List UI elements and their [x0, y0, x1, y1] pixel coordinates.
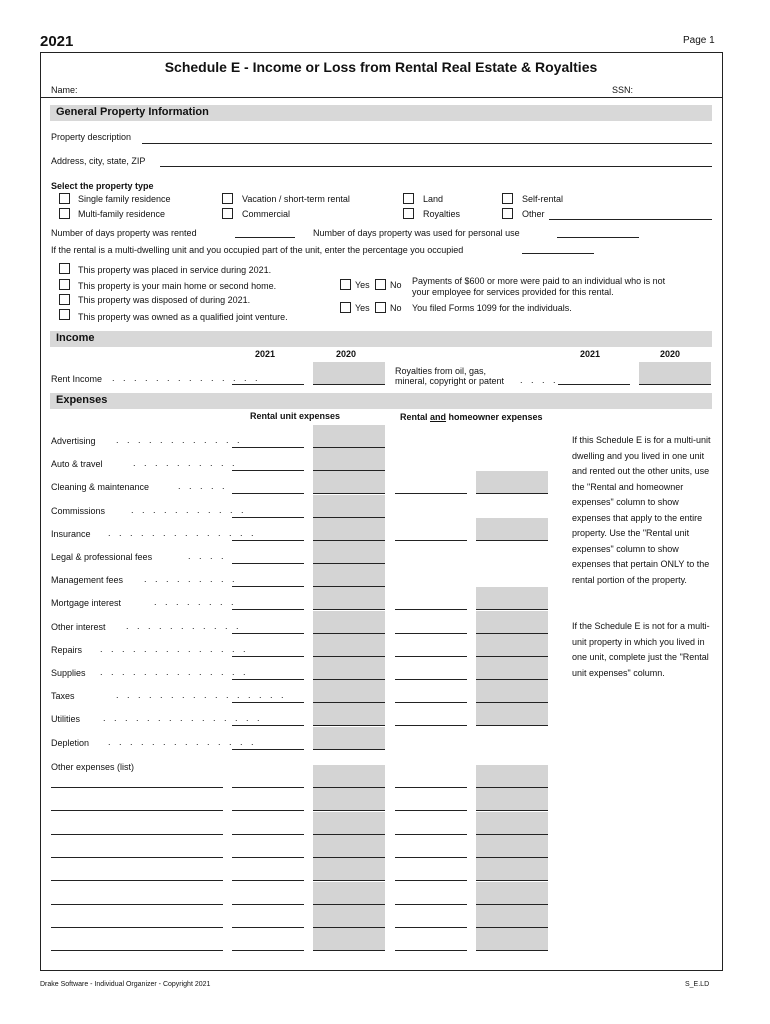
- single-family-checkbox[interactable]: [59, 193, 70, 204]
- other-expense-desc-field[interactable]: [51, 880, 223, 881]
- multi-family-label: Multi-family residence: [78, 209, 166, 219]
- expense-rental-unit-2020-field: [313, 634, 385, 657]
- expense-rental-unit-2021-field[interactable]: [232, 609, 304, 610]
- other-expense-homeowner-2020-field: [476, 788, 548, 811]
- expense-leader: . . . . . . . . . . . . . . .: [103, 713, 263, 723]
- ssn-label: SSN:: [612, 85, 634, 95]
- commercial-checkbox[interactable]: [222, 208, 233, 219]
- expense-homeowner-2020-field: [476, 587, 548, 610]
- income-section-title: Income: [56, 332, 95, 344]
- footer-form-code: S_E.LD: [685, 981, 710, 988]
- multi-unit-note: If this Schedule E is for a multi-unit dwelling and you lived in one unit and rented out the other units, use the "Rental and homeowner expenses" column to show expenses that apply to the entire property. Use the "Rental unit expenses" column to show expenses that pertain ONLY to the rental portion of the property.: [572, 435, 711, 585]
- expense-homeowner-2021-field[interactable]: [395, 540, 467, 541]
- self-rental-label: Self-rental: [522, 194, 564, 204]
- main-home-checkbox[interactable]: [59, 279, 70, 290]
- other-expense-rental-2021-field[interactable]: [232, 880, 304, 881]
- other-expense-rental-2020-field: [313, 788, 385, 811]
- expense-rental-unit-2020-field: [313, 518, 385, 541]
- payments-yes-checkbox[interactable]: [340, 279, 351, 290]
- other-expense-rental-2021-field[interactable]: [232, 927, 304, 928]
- expense-homeowner-2020-field: [476, 703, 548, 726]
- expense-label: Commissions: [51, 506, 106, 516]
- expense-rental-unit-2021-field[interactable]: [232, 633, 304, 634]
- royalties-year-prior: 2020: [660, 349, 681, 359]
- expense-label: Utilities: [51, 714, 81, 724]
- expense-leader: . . . . . . . . . .: [133, 458, 238, 468]
- expense-leader: . . . . . . . . . . . . . .: [108, 737, 257, 747]
- expense-homeowner-2020-field: [476, 471, 548, 494]
- expense-label: Repairs: [51, 645, 83, 655]
- expense-rental-unit-2021-field[interactable]: [232, 493, 304, 494]
- other-expense-rental-2020-field: [313, 928, 385, 951]
- payments-no-checkbox[interactable]: [375, 279, 386, 290]
- royalties-2020-field: [639, 362, 711, 385]
- other-expense-rental-2020-field: [313, 835, 385, 858]
- other-expense-rental-2021-field[interactable]: [232, 810, 304, 811]
- filed-1099-text: You filed Forms 1099 for the individuals.: [412, 303, 572, 313]
- form-title: Schedule E - Income or Loss from Rental Real Estate & Royalties: [164, 59, 598, 75]
- col-rental-homeowner-header: [400, 412, 543, 422]
- expense-label: Taxes: [51, 691, 75, 701]
- expense-rental-unit-2021-field[interactable]: [232, 749, 304, 750]
- other-expense-desc-field[interactable]: [51, 927, 223, 928]
- expense-leader: . . . .: [188, 551, 227, 561]
- expense-leader: . . . . . . . . . . . . . .: [108, 528, 257, 538]
- main-home-label: This property is your main home or second home.: [78, 281, 277, 291]
- expense-rental-unit-2020-field: [313, 703, 385, 726]
- other-type-field[interactable]: [549, 219, 712, 220]
- single-family-label: Single family residence: [78, 194, 171, 204]
- general-section-header: [50, 105, 712, 121]
- col-rental-homeowner-and: and: [430, 412, 447, 422]
- col-rental-unit-header: Rental unit expenses: [250, 411, 341, 421]
- income-section-header: [50, 331, 712, 347]
- other-type-label: Other: [522, 209, 545, 219]
- land-checkbox[interactable]: [403, 193, 414, 204]
- days-personal-label: Number of days property was used for personal use: [313, 228, 520, 238]
- expense-leader: . . . . . . . . . . . . . . . .: [116, 690, 287, 700]
- expense-leader: . . . . . . . . . . . . . .: [100, 644, 249, 654]
- col-rental-homeowner-post: homeowner expenses: [446, 412, 543, 422]
- days-rented-label: Number of days property was rented: [51, 228, 197, 238]
- other-expenses-label: Other expenses (list): [51, 762, 135, 772]
- expense-label: Management fees: [51, 575, 124, 585]
- other-expense-homeowner-2021-field[interactable]: [395, 787, 467, 788]
- property-description-label: Property description: [51, 132, 132, 142]
- expense-rental-unit-2021-field[interactable]: [232, 540, 304, 541]
- other-expense-desc-field[interactable]: [51, 810, 223, 811]
- expense-leader: . . . . . . . .: [154, 597, 237, 607]
- expense-leader: . . . . . . . . . . .: [126, 621, 242, 631]
- other-expense-desc-field[interactable]: [51, 834, 223, 835]
- expense-homeowner-2021-field[interactable]: [395, 493, 467, 494]
- expense-rental-unit-2020-field: [313, 611, 385, 634]
- other-type-checkbox[interactable]: [502, 208, 513, 219]
- other-expense-desc-field[interactable]: [51, 904, 223, 905]
- disposed-label: This property was disposed of during 2021.: [78, 295, 251, 305]
- expense-label: Cleaning & maintenance: [51, 482, 150, 492]
- expense-homeowner-2021-field[interactable]: [395, 702, 467, 703]
- expense-rental-unit-2020-field: [313, 495, 385, 518]
- other-expense-rental-2021-field[interactable]: [232, 787, 304, 788]
- expenses-section-title: Expenses: [56, 394, 108, 406]
- expense-rental-unit-2021-field[interactable]: [232, 656, 304, 657]
- expense-homeowner-2021-field[interactable]: [395, 679, 467, 680]
- other-expense-desc-field[interactable]: [51, 787, 223, 788]
- other-expense-rental-2020-field: [313, 858, 385, 881]
- other-expense-homeowner-2020-field: [476, 905, 548, 928]
- vacation-label: Vacation / short-term rental: [242, 194, 350, 204]
- royalties-income-label-line2: mineral, copyright or patent: [395, 376, 505, 386]
- rent-income-2021-field[interactable]: [232, 384, 304, 385]
- royalties-year-current: 2021: [580, 349, 601, 359]
- other-expense-homeowner-2021-field[interactable]: [395, 857, 467, 858]
- expense-rental-unit-2021-field[interactable]: [232, 725, 304, 726]
- expense-leader: . . . . . . . . . . .: [131, 505, 247, 515]
- filed-1099-no-checkbox[interactable]: [375, 302, 386, 313]
- address-label: Address, city, state, ZIP: [51, 156, 146, 166]
- other-expense-desc-field[interactable]: [51, 950, 223, 951]
- other-expense-homeowner-2021-field[interactable]: [395, 834, 467, 835]
- other-expense-homeowner-2021-field[interactable]: [395, 880, 467, 881]
- expense-leader: . . . . . . . . . . . . . .: [100, 667, 249, 677]
- percentage-label: If the rental is a multi-dwelling unit and you occupied part of the unit, enter the percentage you occupied: [51, 245, 464, 255]
- expense-rental-unit-2021-field[interactable]: [232, 563, 304, 564]
- expense-homeowner-2021-field[interactable]: [395, 633, 467, 634]
- payments-no-label: No: [390, 280, 402, 290]
- expense-label: Depletion: [51, 738, 90, 748]
- other-expense-homeowner-2021-field[interactable]: [395, 810, 467, 811]
- other-expense-rental-2020-field: [313, 812, 385, 835]
- other-expense-rental-2021-field[interactable]: [232, 857, 304, 858]
- page-number: Page 1: [683, 35, 715, 46]
- expenses-section-header: [50, 393, 712, 409]
- other-expense-rental-2020-field: [313, 765, 385, 788]
- payments-600-text: Payments of $600 or more were paid to an individual who is not your employee for services provided for this rental.: [412, 276, 666, 297]
- expense-rental-unit-2021-field[interactable]: [232, 586, 304, 587]
- expense-rental-unit-2021-field[interactable]: [232, 517, 304, 518]
- self-rental-checkbox[interactable]: [502, 193, 513, 204]
- other-expense-homeowner-2020-field: [476, 835, 548, 858]
- expense-rental-unit-2021-field[interactable]: [232, 447, 304, 448]
- expense-label: Mortgage interest: [51, 598, 122, 608]
- royalties-income-label-line1: Royalties from oil, gas,: [395, 366, 487, 376]
- other-expense-rental-2020-field: [313, 882, 385, 905]
- expense-label: Legal & professional fees: [51, 552, 153, 562]
- other-expense-rental-2021-field[interactable]: [232, 950, 304, 951]
- other-expense-homeowner-2020-field: [476, 812, 548, 835]
- days-rented-field[interactable]: [235, 237, 295, 238]
- other-expense-desc-field[interactable]: [51, 857, 223, 858]
- other-expense-homeowner-2020-field: [476, 928, 548, 951]
- single-unit-note: If the Schedule E is not for a multi-unit property in which you lived in one unit, complete just the "Rental unit expenses" column.: [572, 621, 710, 678]
- other-expense-homeowner-2020-field: [476, 882, 548, 905]
- expense-rental-unit-2020-field: [313, 657, 385, 680]
- expense-label: Auto & travel: [51, 459, 103, 469]
- days-personal-field[interactable]: [557, 237, 639, 238]
- vacation-checkbox[interactable]: [222, 193, 233, 204]
- income-year-prior: 2020: [336, 349, 357, 359]
- filed-1099-yes-checkbox[interactable]: [340, 302, 351, 313]
- col-rental-homeowner-pre: Rental: [400, 412, 431, 422]
- expense-homeowner-2021-field[interactable]: [395, 656, 467, 657]
- expense-label: Advertising: [51, 436, 96, 446]
- other-expense-homeowner-2020-field: [476, 765, 548, 788]
- expense-rental-unit-2021-field[interactable]: [232, 470, 304, 471]
- placed-in-service-checkbox[interactable]: [59, 263, 70, 274]
- royalties-leader: . . . .: [520, 375, 559, 385]
- address-field[interactable]: [160, 166, 712, 167]
- expense-rental-unit-2020-field: [313, 727, 385, 750]
- joint-venture-label: This property was owned as a qualified joint venture.: [78, 312, 288, 322]
- filed-1099-yes-label: Yes: [355, 303, 370, 313]
- property-description-field[interactable]: [142, 143, 712, 144]
- rent-income-label: Rent Income: [51, 374, 103, 384]
- expense-leader: . . . . .: [178, 481, 228, 491]
- general-section-title: General Property Information: [56, 106, 209, 118]
- expense-rental-unit-2021-field[interactable]: [232, 679, 304, 680]
- expense-rental-unit-2021-field[interactable]: [232, 702, 304, 703]
- expense-homeowner-2020-field: [476, 611, 548, 634]
- expense-rental-unit-2020-field: [313, 471, 385, 494]
- name-divider: [40, 97, 722, 98]
- royalties-income-label: [395, 366, 504, 386]
- expense-label: Supplies: [51, 668, 86, 678]
- expense-rental-unit-2020-field: [313, 425, 385, 448]
- other-expense-homeowner-2021-field[interactable]: [395, 904, 467, 905]
- land-label: Land: [423, 194, 444, 204]
- name-label: Name:: [51, 85, 78, 95]
- expense-rental-unit-2020-field: [313, 448, 385, 471]
- percentage-field[interactable]: [522, 253, 594, 254]
- rent-income-2020-field: [313, 362, 385, 385]
- rent-income-leader: . . . . . . . . . . . . . .: [112, 373, 261, 383]
- select-type-label: Select the property type: [51, 181, 154, 191]
- expense-rental-unit-2020-field: [313, 541, 385, 564]
- disposed-checkbox[interactable]: [59, 294, 70, 305]
- multi-family-checkbox[interactable]: [59, 208, 70, 219]
- expense-label: Other interest: [51, 622, 106, 632]
- other-expense-homeowner-2021-field[interactable]: [395, 950, 467, 951]
- expense-homeowner-2020-field: [476, 680, 548, 703]
- income-year-current: 2021: [255, 349, 276, 359]
- expense-label: Insurance: [51, 529, 91, 539]
- royalties-type-label: Royalties: [423, 209, 461, 219]
- expense-homeowner-2020-field: [476, 518, 548, 541]
- joint-venture-checkbox[interactable]: [59, 309, 70, 320]
- filed-1099-no-label: No: [390, 303, 402, 313]
- expense-homeowner-2021-field[interactable]: [395, 725, 467, 726]
- expense-rental-unit-2020-field: [313, 680, 385, 703]
- expense-homeowner-2020-field: [476, 634, 548, 657]
- payments-yes-label: Yes: [355, 280, 370, 290]
- expense-homeowner-2020-field: [476, 657, 548, 680]
- other-expense-homeowner-2020-field: [476, 858, 548, 881]
- other-expense-rental-2021-field[interactable]: [232, 834, 304, 835]
- expense-rental-unit-2020-field: [313, 587, 385, 610]
- expense-rental-unit-2020-field: [313, 564, 385, 587]
- form-year: 2021: [40, 33, 74, 50]
- expense-leader: . . . . . . . . .: [144, 574, 238, 584]
- other-expense-homeowner-2021-field[interactable]: [395, 927, 467, 928]
- other-expense-rental-2021-field[interactable]: [232, 904, 304, 905]
- expense-homeowner-2021-field[interactable]: [395, 609, 467, 610]
- footer-copyright: Drake Software - Individual Organizer - Copyright 2021: [40, 981, 211, 988]
- other-expense-rental-2020-field: [313, 905, 385, 928]
- placed-in-service-label: This property was placed in service during 2021.: [78, 265, 272, 275]
- expense-leader: . . . . . . . . . . . .: [116, 435, 243, 445]
- royalties-checkbox[interactable]: [403, 208, 414, 219]
- commercial-label: Commercial: [242, 209, 291, 219]
- royalties-2021-field[interactable]: [558, 384, 630, 385]
